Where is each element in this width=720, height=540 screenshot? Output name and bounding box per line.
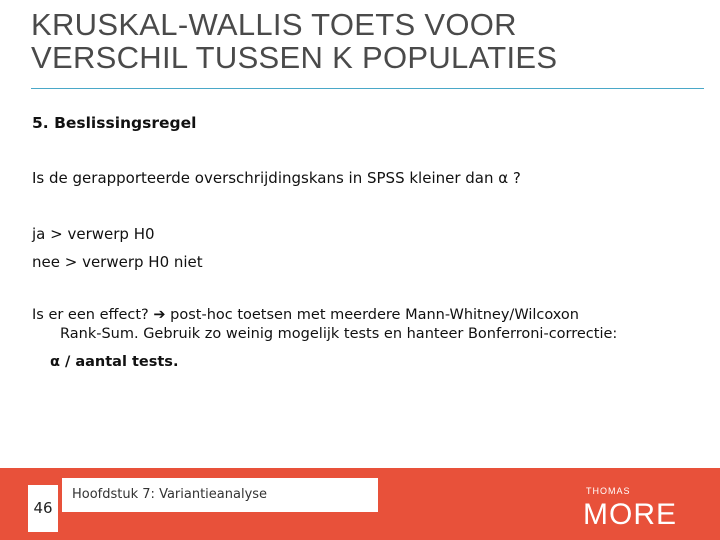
ja-line: ja > verwerp H0 xyxy=(32,225,155,243)
effect-paragraph xyxy=(32,306,692,372)
title-line-2: VERSCHIL TUSSEN K POPULATIES xyxy=(31,40,558,75)
nee-line: nee > verwerp H0 niet xyxy=(32,253,203,271)
effect-prefix: Is er een effect? xyxy=(32,307,154,323)
section-heading: 5. Beslissingsregel xyxy=(32,114,197,132)
footer-chapter: Hoofdstuk 7: Variantieanalyse xyxy=(72,487,268,502)
thomas-more-logo xyxy=(582,484,692,530)
decision-question: Is de gerapporteerde overschrijdingskans in SPSS kleiner dan α ? xyxy=(32,169,521,187)
title-divider xyxy=(31,88,704,89)
effect-line-3: α / aantal tests. xyxy=(50,354,179,370)
effect-line-2: Rank-Sum. Gebruik zo weinig mogelijk tests en hanteer Bonferroni-correctie: xyxy=(60,326,618,342)
title-line-1: KRUSKAL-WALLIS TOETS VOOR xyxy=(31,7,517,42)
slide-title xyxy=(31,8,691,74)
logo-top-text: THOMAS xyxy=(586,486,631,496)
arrow-right-icon: ➔ xyxy=(153,307,166,323)
effect-line-1-text: post-hoc toetsen met meerdere Mann-Whitney/Wilcoxon xyxy=(165,307,579,323)
page-number: 46 xyxy=(33,499,53,517)
effect-line-1 xyxy=(32,306,692,325)
logo-bottom-text: MORE xyxy=(583,498,677,530)
